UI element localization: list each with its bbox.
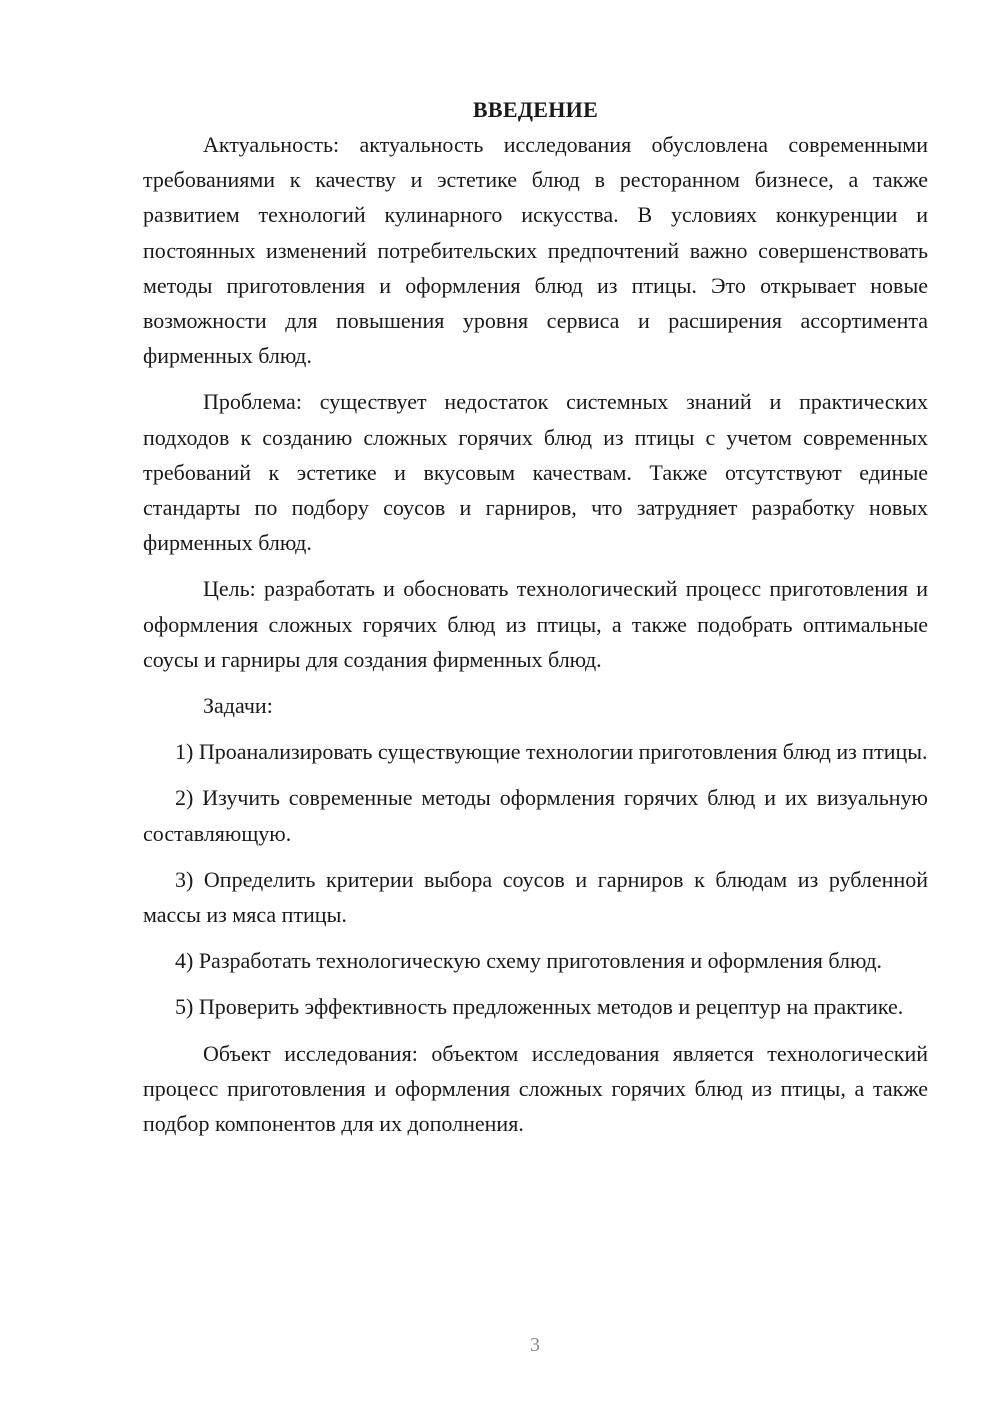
section-title: ВВЕДЕНИЕ (472, 97, 599, 122)
task-item-3: 3) Определить критерии выбора соусов и гарниров к блюдам из рубленной массы из мяса птицы. (143, 866, 928, 928)
relevance-paragraph: Актуальность: актуальность исследования обусловлена современными требованиями к качеству и эстетике блюд в ресторанном бизнесе, а также развитием технологий кулинарного искусства. В условиях конкуренции и постоянных изменений потребительских предпочтений важно совершенствовать методы приготовления и оформления блюд из птицы. Это открывает новые возможности для повышения уровня сервиса и расширения ассортимента фирменных блюд. (143, 132, 928, 369)
tasks-heading: Задачи: (203, 693, 273, 719)
document-page (143, 92, 928, 1141)
goal-paragraph: Цель: разработать и обосновать технологический процесс приготовления и оформления сложных горячих блюд из птицы, а также подобрать оптимальные соусы и гарниры для создания фирменных блюд. (143, 576, 928, 672)
problem-paragraph: Проблема: существует недостаток системных знаний и практических подходов к созданию сложных горячих блюд из птицы с учетом современных требований к эстетике и вкусовым качествам. Также отсутствуют единые стандарты по подбору соусов и гарниров, что затрудняет разработку новых фирменных блюд. (143, 389, 928, 556)
task-item-1: 1) Проанализировать существующие технологии приготовления блюд из птицы. (175, 739, 928, 765)
task-item-2: 2) Изучить современные методы оформления горячих блюд и их визуальную составляющую. (143, 785, 928, 846)
task-item-5: 5) Проверить эффективность предложенных методов и рецептур на практике. (175, 994, 904, 1020)
task-item-4: 4) Разработать технологическую схему приготовления и оформления блюд. (175, 948, 883, 974)
object-paragraph: Объект исследования: объектом исследования является технологический процесс приготовления и оформления сложных горячих блюд из птицы, а также подбор компонентов для их дополнения. (143, 1040, 928, 1137)
page-number: 3 (530, 1334, 540, 1356)
